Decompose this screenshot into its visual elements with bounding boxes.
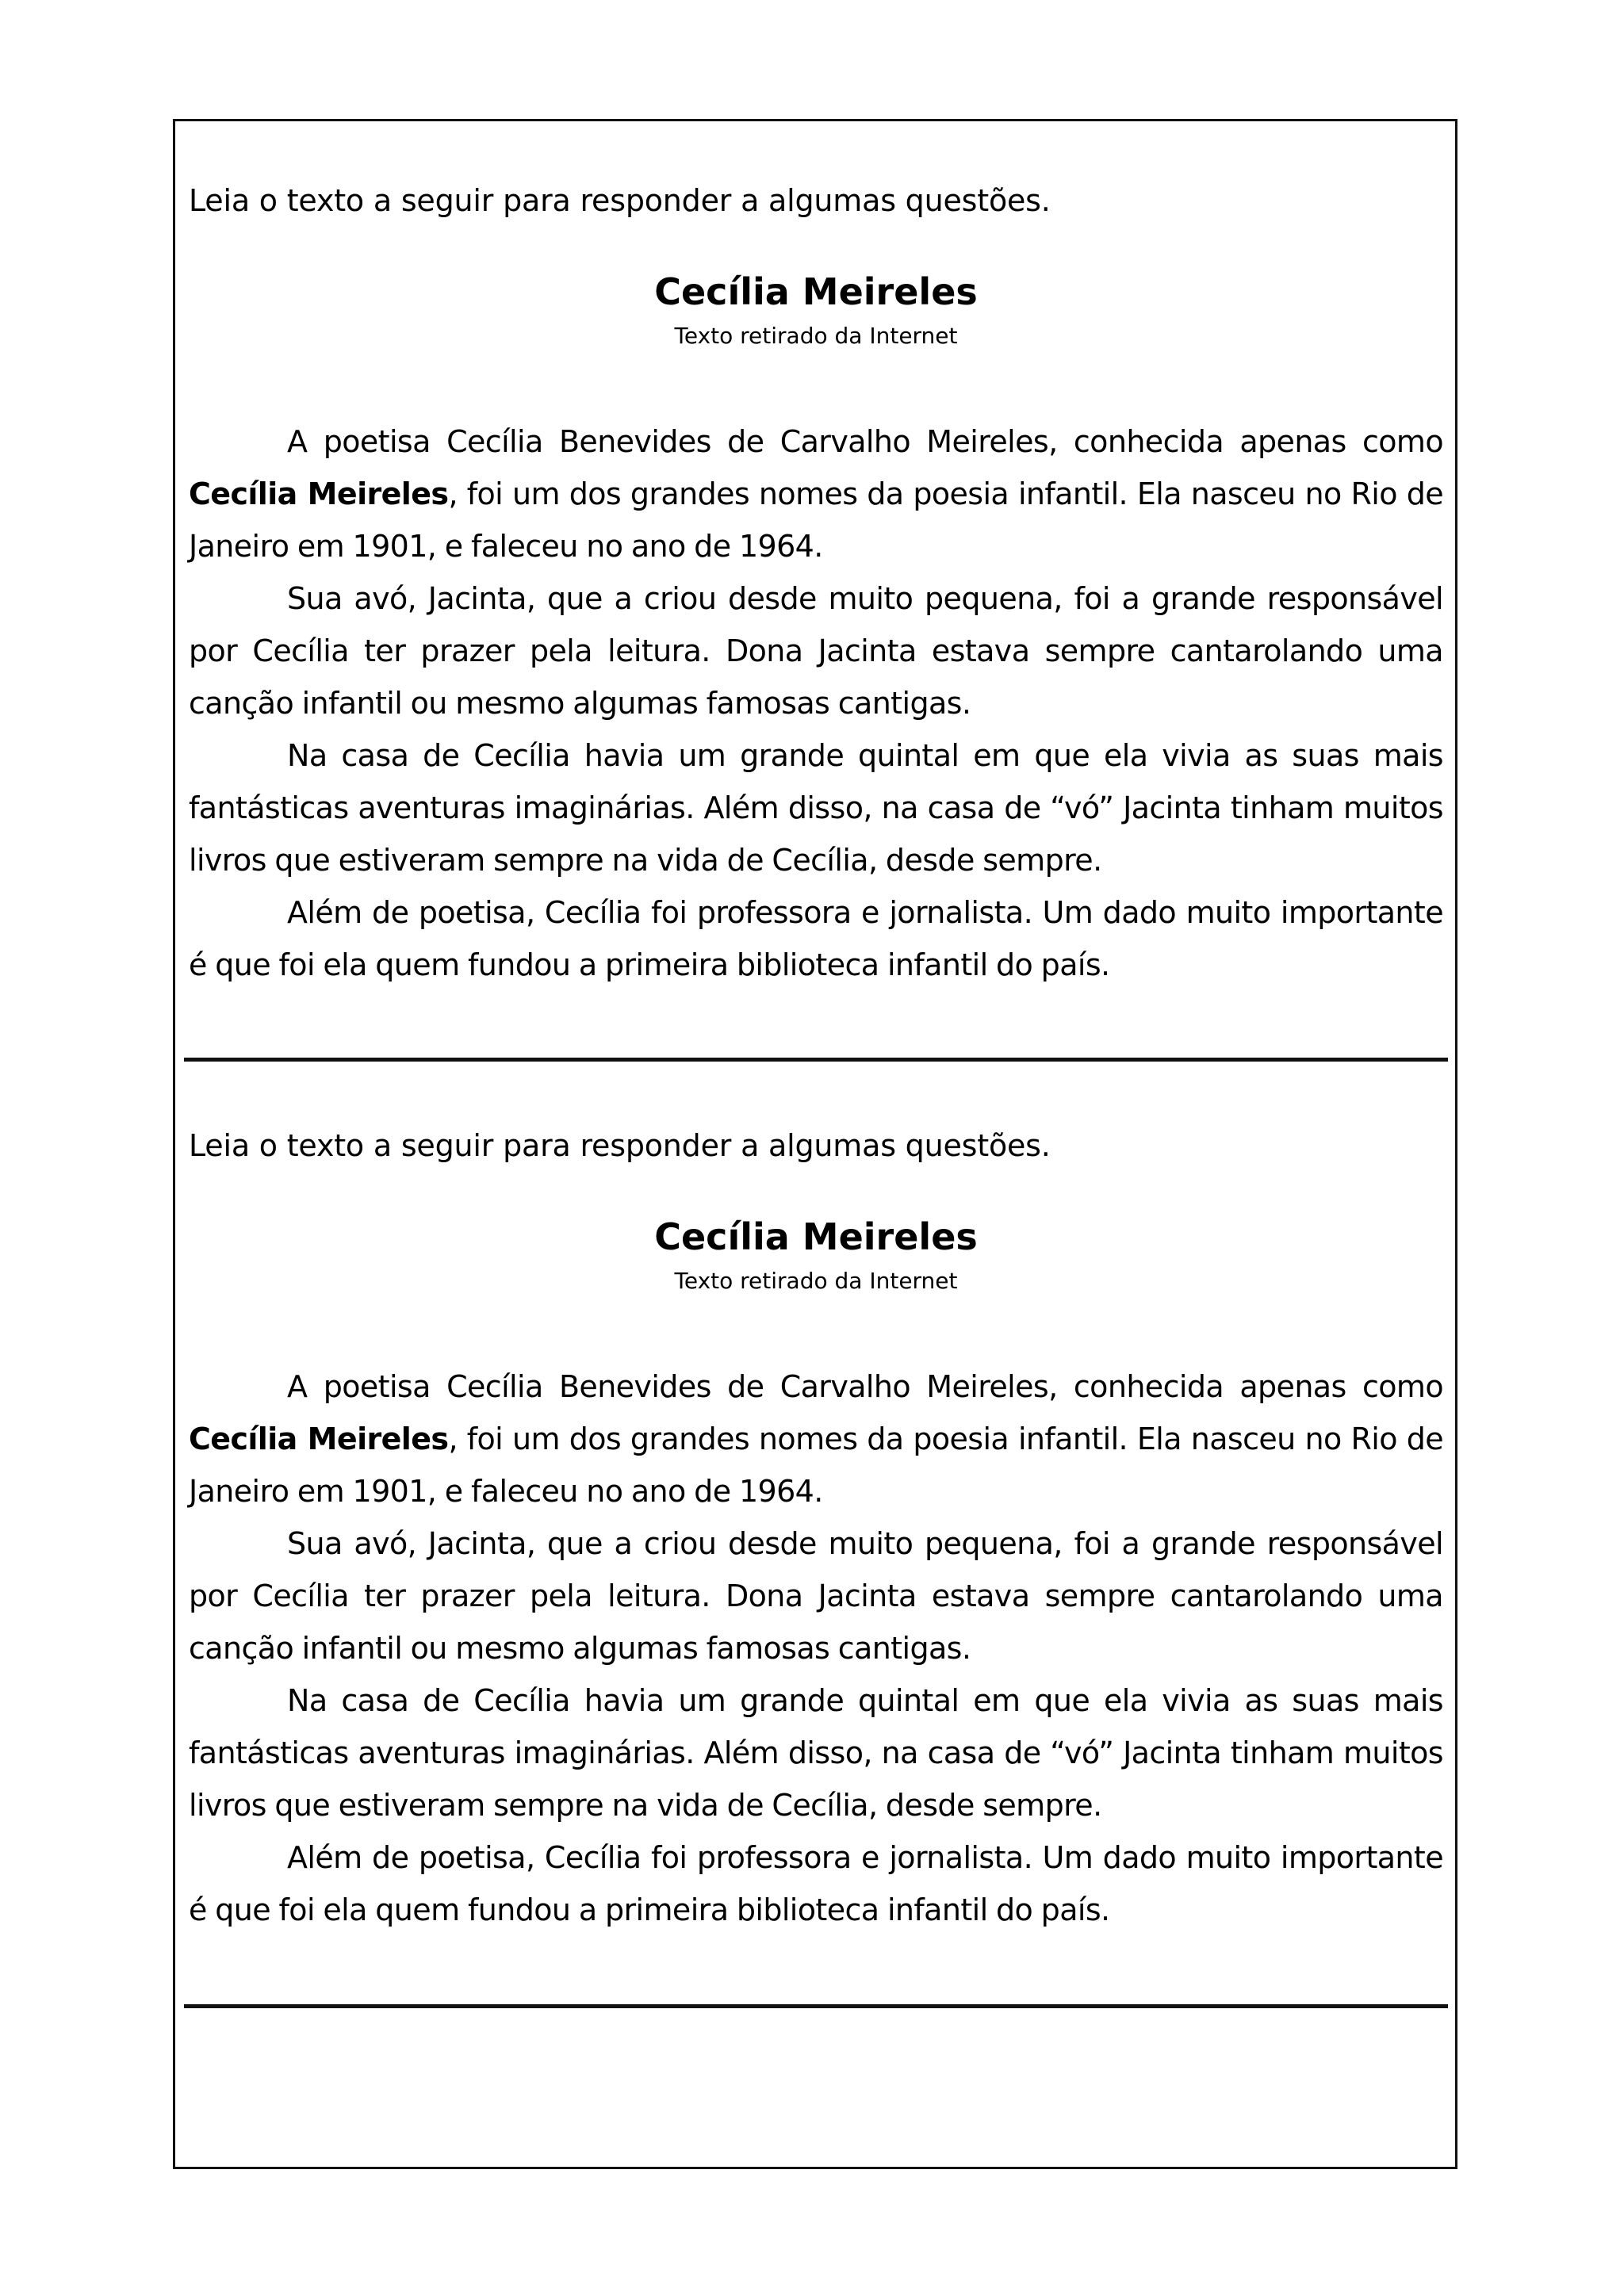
text-body	[189, 1360, 1443, 1936]
paragraph-3: Na casa de Cecília havia um grande quintal em que ela vivia as suas mais fantásticas aventuras imaginárias. Além disso, na casa de “vó” Jacinta tinham muitos livros que estiveram sempre na vida de Cecília, desde sempre.	[189, 738, 1443, 878]
section-divider	[184, 1058, 1448, 1062]
paragraph-1	[189, 415, 1443, 572]
reading-section-2	[189, 1126, 1443, 1936]
paragraph-4: Além de poetisa, Cecília foi professora e jornalista. Um dado muito importante é que foi ela quem fundou a primeira biblioteca infantil do país.	[189, 1840, 1443, 1927]
section-divider	[184, 2004, 1448, 2008]
reading-section-1	[189, 181, 1443, 991]
paragraph-1-end: , foi um dos grandes nomes da poesia infantil. Ela nasceu no Rio de Janeiro em 1901, e faleceu no ano de 1964.	[189, 1422, 1443, 1509]
paragraph-1-start: A poetisa Cecília Benevides de Carvalho Meireles, conhecida apenas como	[287, 424, 1443, 459]
instruction-text: Leia o texto a seguir para responder a algumas questões.	[189, 183, 1051, 218]
paragraph-1-start: A poetisa Cecília Benevides de Carvalho Meireles, conhecida apenas como	[287, 1369, 1443, 1404]
paragraph-3: Na casa de Cecília havia um grande quintal em que ela vivia as suas mais fantásticas aventuras imaginárias. Além disso, na casa de “vó” Jacinta tinham muitos livros que estiveram sempre na vida de Cecília, desde sempre.	[189, 1683, 1443, 1823]
paragraph-1	[189, 1360, 1443, 1517]
author-name-bold: Cecília Meireles	[189, 476, 449, 511]
text-source: Texto retirado da Internet	[674, 1268, 958, 1294]
author-name-bold: Cecília Meireles	[189, 1422, 449, 1456]
paragraph-2: Sua avó, Jacinta, que a criou desde muito pequena, foi a grande responsável por Cecília ter prazer pela leitura. Dona Jacinta estava sempre cantarolando uma canção infantil ou mesmo algumas famosas cantigas.	[189, 581, 1443, 721]
text-title: Cecília Meireles	[654, 1215, 978, 1258]
paragraph-1-end: , foi um dos grandes nomes da poesia infantil. Ela nasceu no Rio de Janeiro em 1901, e faleceu no ano de 1964.	[189, 476, 1443, 564]
paragraph-4: Além de poetisa, Cecília foi professora e jornalista. Um dado muito importante é que foi ela quem fundou a primeira biblioteca infantil do país.	[189, 895, 1443, 982]
text-title: Cecília Meireles	[654, 270, 978, 313]
instruction-text: Leia o texto a seguir para responder a algumas questões.	[189, 1128, 1051, 1163]
text-body	[189, 415, 1443, 991]
text-source: Texto retirado da Internet	[674, 323, 958, 349]
paragraph-2: Sua avó, Jacinta, que a criou desde muito pequena, foi a grande responsável por Cecília ter prazer pela leitura. Dona Jacinta estava sempre cantarolando uma canção infantil ou mesmo algumas famosas cantigas.	[189, 1526, 1443, 1666]
